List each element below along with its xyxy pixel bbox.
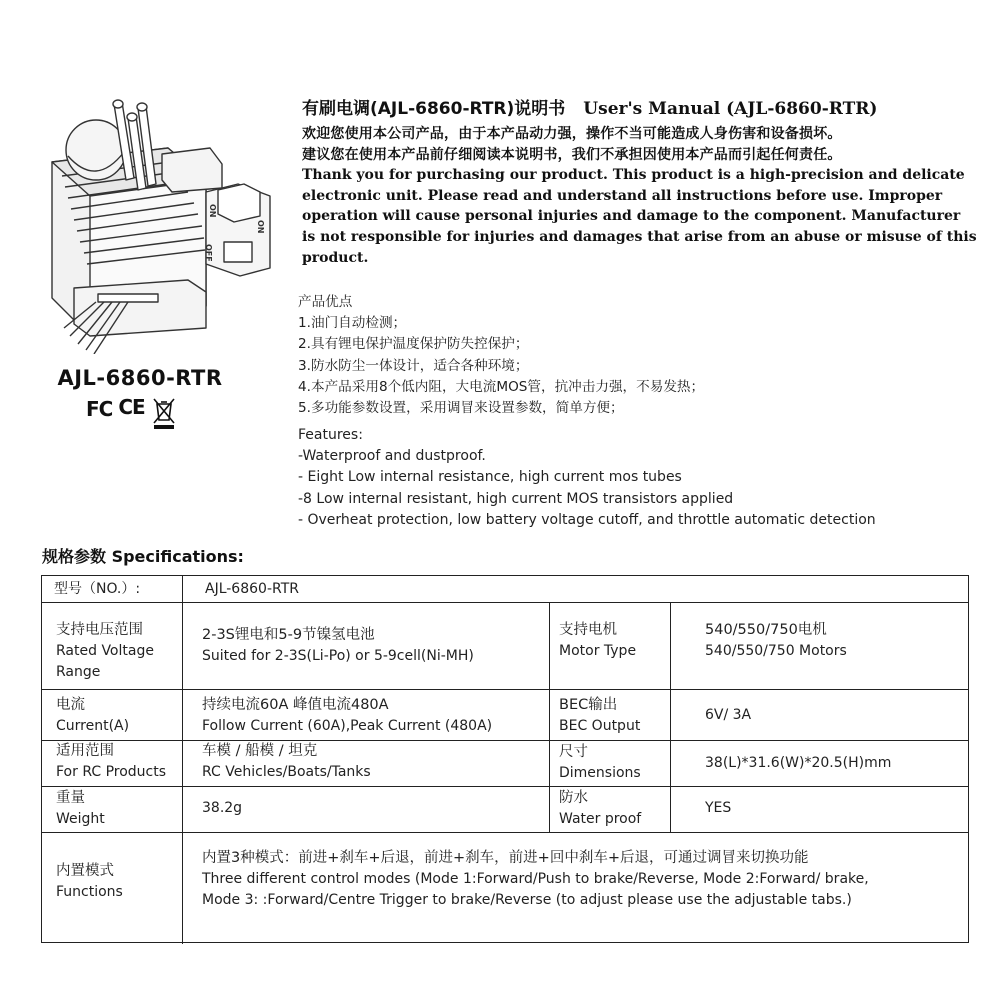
spec-range-value (202, 741, 371, 783)
switch-off-label: OFF (204, 244, 213, 262)
spec-weight-value: 38.2g (202, 800, 243, 816)
intro-en-line: product. (302, 249, 369, 266)
spec-dimensions-value: 38(L)*31.6(W)*20.5(H)mm (705, 755, 892, 771)
spec-voltage-label-cn: 支持电压范围 (56, 622, 143, 638)
spec-voltage-label (56, 620, 154, 683)
spec-bec-label-cn: BEC输出 (559, 697, 618, 713)
spec-voltage-label-en: Range (56, 664, 101, 680)
spec-no-label: 型号（NO.）: (54, 581, 141, 597)
manual-title-en: User's Manual (AJL-6860-RTR) (583, 99, 878, 119)
spec-bec-label-en: BEC Output (559, 718, 641, 734)
table-divider (42, 689, 968, 690)
fc-mark: FC (86, 397, 113, 421)
advantage-item: 3.防水防尘一体设计，适合各种环境； (298, 357, 529, 374)
spec-waterproof-label-cn: 防水 (559, 790, 588, 806)
spec-functions-label-en: Functions (56, 884, 123, 900)
spec-motor-value (705, 620, 847, 662)
spec-functions-value-en: Three different control modes (Mode 1:Forward/Push to brake/Reverse, Mode 2:Forward/ brake, (202, 871, 869, 887)
intro-en-line: operation will cause personal injuries and damage to the component. Manufacturer (302, 208, 961, 225)
spec-weight-label (56, 788, 105, 830)
spec-range-value-cn: 车模 / 船模 / 坦克 (202, 743, 318, 759)
spec-weight-label-cn: 重量 (56, 790, 85, 806)
spec-functions-value-cn: 内置3种模式：前进+刹车+后退，前进+刹车，前进+回中刹车+后退，可通过调冒来切换功能 (202, 850, 809, 866)
spec-bec-label (559, 695, 640, 737)
table-divider (42, 786, 968, 787)
spec-functions-label-cn: 内置模式 (56, 863, 114, 879)
feature-item: - Eight Low internal resistance, high current mos tubes (298, 469, 682, 486)
table-divider (549, 602, 550, 832)
spec-no-value: AJL-6860-RTR (205, 581, 299, 597)
spec-range-label-en: For RC Products (56, 764, 167, 780)
intro-en-line: Thank you for purchasing our product. This product is a high-precision and delicate (302, 167, 965, 184)
advantage-item: 4.本产品采用8个低内阻，大电流MOS管，抗冲击力强，不易发热； (298, 378, 705, 395)
intro-cn-line-2: 建议您在使用本产品前仔细阅读本说明书，我们不承担因使用本产品而引起任何责任。 (302, 146, 842, 163)
spec-weight-label-en: Weight (56, 811, 105, 827)
spec-motor-label (559, 620, 636, 662)
certification-marks (86, 396, 177, 436)
spec-current-label-en: Current(A) (56, 718, 130, 734)
spec-voltage-value (202, 625, 474, 667)
table-divider (42, 832, 968, 833)
spec-motor-label-en: Motor Type (559, 643, 637, 659)
specifications-table (41, 575, 969, 943)
features-heading: Features: (298, 427, 363, 443)
table-divider (670, 602, 671, 832)
advantage-item: 1.油门自动检测； (298, 315, 407, 332)
spec-functions-value-en: Mode 3: :Forward/Centre Trigger to brake/Reverse (to adjust please use the adjustable tabs.) (202, 892, 852, 908)
spec-range-value-en: RC Vehicles/Boats/Tanks (202, 764, 371, 780)
spec-voltage-value-en: Suited for 2-3S(Li-Po) or 5-9cell(Ni-MH) (202, 648, 474, 664)
manual-title-cn: 有刷电调(AJL-6860-RTR)说明书 (302, 99, 566, 119)
spec-current-value-cn: 持续电流60A 峰值电流480A (202, 697, 389, 713)
intro-cn-line-1: 欢迎您使用本公司产品，由于本产品动力强，操作不当可能造成人身伤害和设备损坏。 (302, 126, 842, 142)
spec-range-label (56, 741, 166, 783)
feature-item: - Overheat protection, low battery voltage cutoff, and throttle automatic detection (298, 511, 876, 528)
spec-current-value (202, 695, 492, 737)
spec-functions-value (202, 848, 869, 911)
spec-bec-value: 6V/ 3A (705, 707, 752, 723)
product-model-name: AJL-6860-RTR (57, 366, 223, 390)
table-divider (42, 602, 968, 603)
advantages-heading: 产品优点 (298, 294, 353, 310)
features-list (298, 425, 988, 531)
switch-on-right-label: ON (256, 220, 265, 234)
weee-bin-icon (151, 396, 177, 430)
spec-motor-label-cn: 支持电机 (559, 622, 617, 638)
ce-mark: CE (118, 395, 145, 419)
feature-item: -8 Low internal resistant, high current MOS transistors applied (298, 490, 734, 507)
spec-range-label-cn: 适用范围 (56, 743, 114, 759)
spec-motor-value-cn: 540/550/750电机 (705, 622, 827, 638)
spec-waterproof-label-en: Water proof (559, 811, 642, 827)
spec-waterproof-value: YES (705, 800, 732, 816)
feature-item: -Waterproof and dustproof. (298, 448, 486, 465)
spec-waterproof-label (559, 788, 641, 830)
spec-voltage-label-en: Rated Voltage (56, 643, 154, 659)
spec-dimensions-label-cn: 尺寸 (559, 744, 588, 760)
spec-voltage-value-cn: 2-3S锂电和5-9节镍氢电池 (202, 627, 375, 643)
intro-en-line: electronic unit. Please read and understand all instructions before use. Improper (302, 187, 943, 204)
esc-product-illustration (38, 92, 273, 354)
advantage-item: 2.具有锂电保护温度保护防失控保护； (298, 336, 529, 353)
table-divider (42, 740, 968, 741)
spec-current-value-en: Follow Current (60A),Peak Current (480A) (202, 718, 493, 734)
spec-current-label-cn: 电流 (56, 697, 85, 713)
specifications-heading: 规格参数 Specifications: (42, 547, 244, 566)
switch-on-left-label: ON (208, 204, 217, 218)
spec-dimensions-label-en: Dimensions (559, 765, 641, 781)
intro-en-line: is not responsible for injuries and damages that arise from an abuse or misuse of this (302, 228, 977, 245)
spec-current-label (56, 695, 129, 737)
manual-title (302, 94, 877, 119)
intro-paragraph (302, 124, 992, 268)
advantage-item: 5.多功能参数设置，采用调冒来设置参数，简单方便； (298, 400, 624, 417)
spec-motor-value-en: 540/550/750 Motors (705, 643, 847, 659)
product-advantages (298, 292, 978, 419)
spec-functions-label (56, 861, 123, 903)
spec-dimensions-label (559, 742, 641, 784)
table-divider (182, 576, 183, 944)
